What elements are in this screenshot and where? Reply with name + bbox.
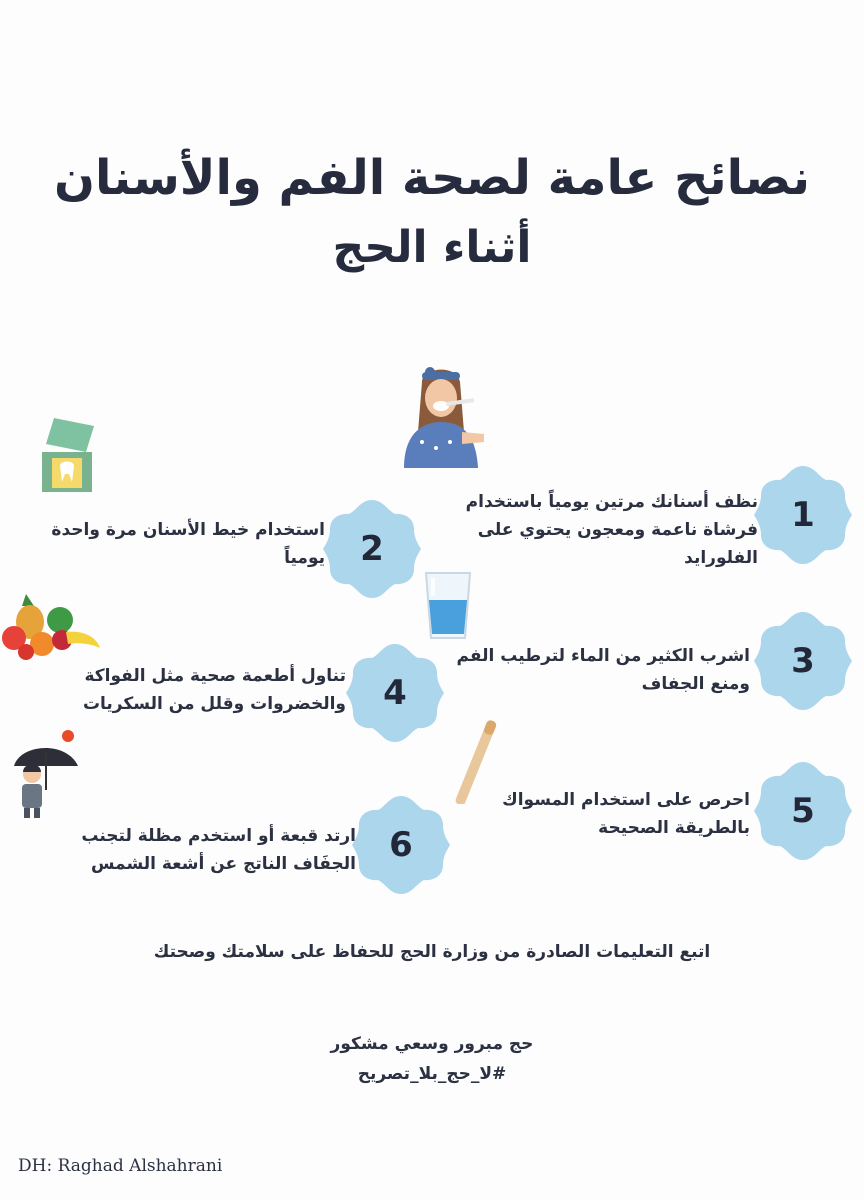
tip-3-text: اشرب الكثير من الماء لترطيب الفم ومنع الجفاف bbox=[456, 646, 750, 694]
page-subtitle: أثناء الحج bbox=[332, 222, 532, 273]
tip-2-badge bbox=[317, 494, 427, 604]
dental-floss-box-icon bbox=[36, 416, 106, 494]
tip-4-badge bbox=[340, 638, 450, 748]
author-credit: DH: Raghad Alshahrani bbox=[18, 1156, 223, 1176]
tip-5-text: احرص على استخدام المسواك بالطريقة الصحيحة bbox=[502, 790, 750, 838]
tip-5-number: 5 bbox=[791, 791, 815, 831]
permit-hashtag: #لا_حج_بلا_تصريح bbox=[357, 1064, 507, 1084]
tip-3-badge bbox=[748, 606, 858, 716]
fruits-basket-icon bbox=[0, 592, 104, 662]
tip-1-badge bbox=[748, 460, 858, 570]
tip-5-badge bbox=[748, 756, 858, 866]
hajj-blessing: حج مبرور وسعي مشكور bbox=[330, 1034, 534, 1054]
miswak-stick-icon bbox=[450, 716, 504, 804]
tip-2-number: 2 bbox=[360, 529, 384, 569]
tip-6-number: 6 bbox=[389, 825, 413, 865]
tip-6-text: ارتد قبعة أو استخدم مظلة لتجنب الجفَاف الناتج عن أشعة الشمس bbox=[81, 826, 356, 874]
tip-1-number: 1 bbox=[791, 495, 815, 535]
tip-4-text: تناول أطعمة صحية مثل الفواكة والخضروات وقلل من السكريات bbox=[82, 666, 346, 714]
tip-2-text: استخدام خيط الأسنان مرة واحدة يومياً bbox=[51, 520, 325, 568]
tip-3-number: 3 bbox=[791, 641, 815, 681]
person-umbrella-sun-icon bbox=[12, 726, 84, 820]
page-title: نصائح عامة لصحة الفم والأسنان bbox=[54, 150, 810, 206]
tip-4-number: 4 bbox=[383, 673, 407, 713]
tip-1-text: نظف أسنانك مرتين يومياً باستخدام فرشاة ناعمة ومعجون يحتوي على الفلورايد bbox=[465, 492, 758, 568]
ministry-instruction: اتبع التعليمات الصادرة من وزارة الحج للحفاظ على سلامتك وصحتك bbox=[153, 942, 711, 962]
tip-6-badge bbox=[346, 790, 456, 900]
child-brushing-teeth-icon bbox=[392, 362, 492, 470]
water-glass-icon bbox=[423, 570, 473, 642]
